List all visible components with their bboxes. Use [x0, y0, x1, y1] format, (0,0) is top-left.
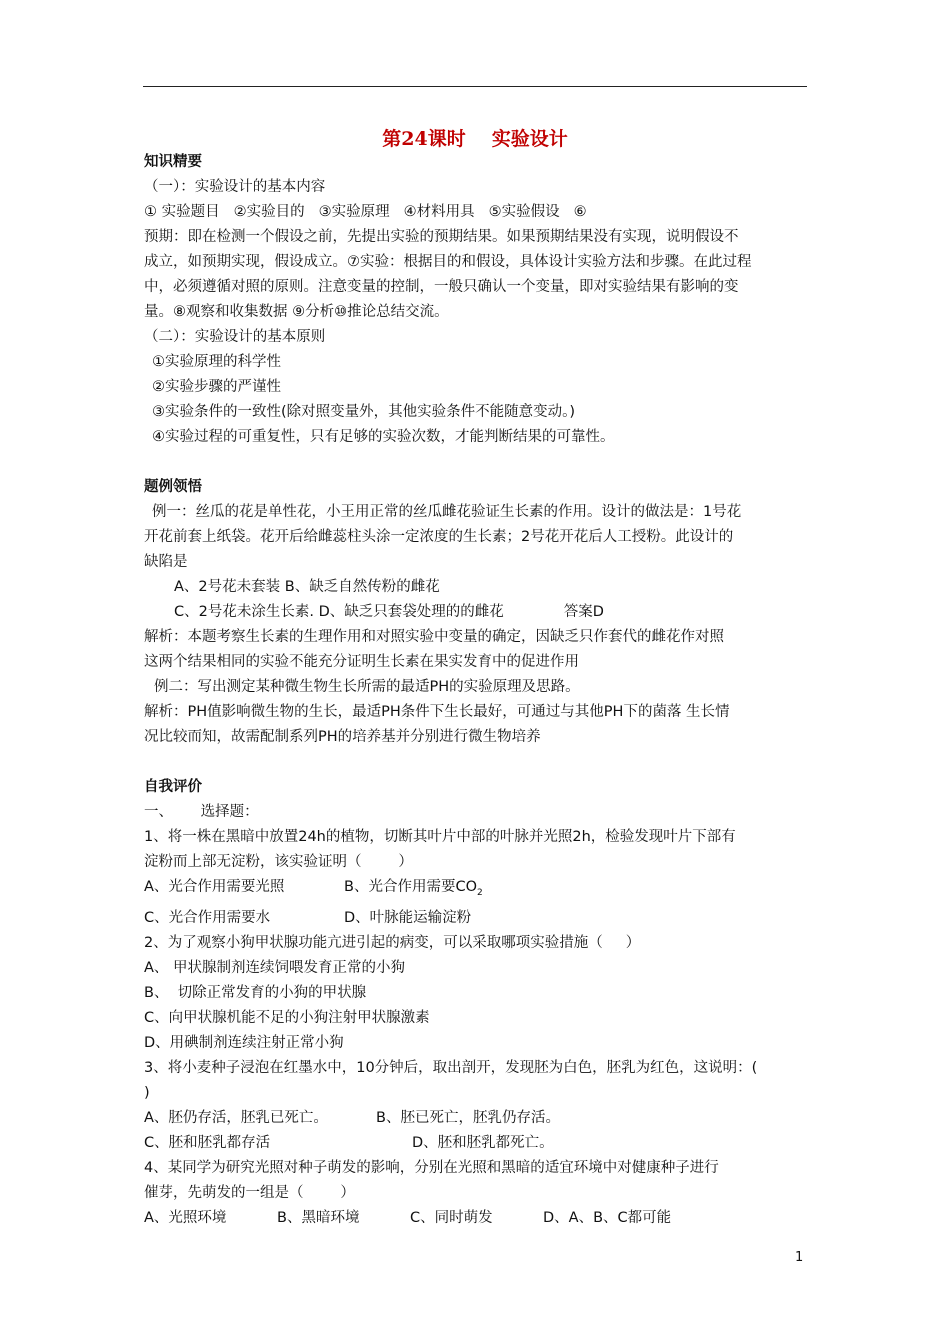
question-4-line: 催芽，先萌发的一组是（ ）: [144, 1184, 355, 1201]
content-item: ⑥: [573, 204, 587, 220]
example-1-line: 例一：丝瓜的花是单性花，小王用正常的丝瓜雌花验证生长素的作用。设计的做法是：1号花: [152, 504, 742, 520]
section-heading-knowledge: 知识精要: [144, 154, 202, 170]
content-item: ① 实验题目: [144, 204, 220, 220]
option: B、胚已死亡，胚乳仍存活。: [376, 1109, 560, 1126]
example-1-line: 开花前套上纸袋。花开后给雌蕊柱头涂一定浓度的生长素；2号花开花后人工授粉。此设计的: [144, 529, 734, 545]
example-2-analysis: 况比较而知，故需配制系列PH的培养基并分别进行微生物培养: [144, 729, 541, 745]
page-title: [0, 124, 950, 151]
question-3-options-ab: [144, 1106, 808, 1131]
option: C、胚和胚乳都存活: [144, 1134, 271, 1151]
content-items: [144, 200, 808, 225]
question-2-option: B、 切除正常发育的小狗的甲状腺: [144, 984, 367, 1001]
option: A、胚仍存活，胚乳已死亡。: [144, 1109, 328, 1126]
question-3-line: 3、将小麦种子浸泡在红墨水中，10分钟后，取出剖开，发现胚为白色，胚乳为红色，这说明：(: [144, 1059, 758, 1076]
question-4-options: [144, 1206, 808, 1231]
question-3-options-cd: [144, 1131, 808, 1156]
principle-item: ①实验原理的科学性: [152, 354, 281, 370]
option: D、胚和胚乳都死亡。: [412, 1134, 554, 1151]
header-rule: [143, 86, 807, 87]
question-1-options-ab: [144, 875, 808, 906]
example-1-analysis: 解析：本题考察生长素的生理作用和对照实验中变量的确定，因缺乏只作套代的雌花作对照: [144, 629, 724, 645]
principle-item: ③实验条件的一致性(除对照变量外，其他实验条件不能随意变动。): [152, 404, 576, 420]
page-number: 1: [795, 1250, 804, 1265]
option: C、光合作用需要水: [144, 909, 271, 926]
question-4-line: 4、某同学为研究光照对种子萌发的影响，分别在光照和黑暗的适宜环境中对健康种子进行: [144, 1159, 719, 1176]
principle-item: ②实验步骤的严谨性: [152, 379, 281, 395]
option: C、同时萌发: [410, 1209, 493, 1226]
example-1-answer: 答案D: [563, 604, 604, 620]
example-1-analysis: 这两个结果相同的实验不能充分证明生长素在果实发育中的促进作用: [144, 654, 579, 670]
example-1-options: [144, 600, 808, 625]
principle-item: ④实验过程的可重复性，只有足够的实验次数，才能判断结果的可靠性。: [152, 429, 615, 445]
example-2-analysis: 解析：PH值影响微生物的生长，最适PH条件下生长最好，可通过与其他PH下的菌落 生长情: [144, 704, 730, 720]
part-heading-2: （二）：实验设计的基本原则: [144, 329, 326, 345]
section-heading-examples: 题例领悟: [144, 479, 202, 495]
question-2-option: D、用碘制剂连续注射正常小狗: [144, 1034, 344, 1051]
question-1-options-cd: [144, 906, 808, 931]
section-heading-self-eval: 自我评价: [144, 779, 202, 795]
part-heading-choice: 一、 选择题：: [144, 804, 259, 820]
question-3-line: ): [144, 1084, 150, 1101]
content-item: ②实验目的: [233, 204, 305, 220]
example-1-option-cd: C、2号花未涂生长素. D、缺乏只套袋处理的的雌花: [174, 604, 504, 620]
question-2: 2、为了观察小狗甲状腺功能亢进引起的病变，可以采取哪项实验措施（ ）: [144, 934, 641, 951]
example-1-line: 缺陷是: [144, 554, 188, 570]
example-1-options: A、2号花未套装 B、缺乏自然传粉的雌花: [174, 579, 440, 595]
option: D、A、B、C都可能: [543, 1209, 672, 1226]
content-item: ③实验原理: [318, 204, 390, 220]
title-topic: 实验设计: [491, 128, 568, 150]
content-item: ④材料用具: [403, 204, 475, 220]
option: A、光照环境: [144, 1209, 227, 1226]
document-body: [144, 150, 808, 1231]
option: B、光合作用需要$CO_2$: [344, 879, 483, 898]
example-2: 例二：写出测定某种微生物生长所需的最适PH的实验原理及思路。: [154, 679, 580, 695]
part-heading-1: （一）：实验设计的基本内容: [144, 179, 326, 195]
question-2-option: A、 甲状腺制剂连续饲喂发育正常的小狗: [144, 959, 406, 976]
title-lesson: 第24课时: [382, 128, 466, 150]
paragraph-line: 中，必须遵循对照的原则。注意变量的控制，一般只确认一个变量，即对实验结果有影响的变: [144, 279, 739, 295]
question-2-option: C、向甲状腺机能不足的小狗注射甲状腺激素: [144, 1009, 430, 1026]
paragraph-line: 量。⑧观察和收集数据 ⑨分析⑩推论总结交流。: [144, 304, 449, 320]
question-1-line: 1、将一株在黑暗中放置24h的植物，切断其叶片中部的叶脉并光照2h，检验发现叶片下部有: [144, 829, 736, 845]
paragraph-line: 成立，如预期实现，假设成立。⑦实验：根据目的和假设，具体设计实验方法和步骤。在此过程: [144, 254, 752, 270]
question-1-line: 淀粉而上部无淀粉，该实验证明（ ）: [144, 854, 413, 870]
content-item: ⑤实验假设: [488, 204, 560, 220]
option: B、黑暗环境: [277, 1209, 360, 1226]
paragraph-line: 预期：即在检测一个假设之前，先提出实验的预期结果。如果预期结果没有实现，说明假设不: [144, 229, 739, 245]
option: A、光合作用需要光照: [144, 879, 285, 895]
option: D、叶脉能运输淀粉: [344, 909, 472, 926]
